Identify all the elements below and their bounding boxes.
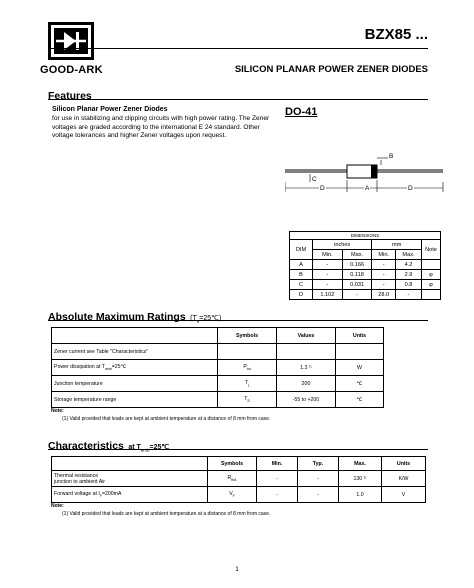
label-d-left: D <box>320 185 325 192</box>
characteristics-heading: Characteristics at $T_{amb}=25℃$ <box>48 436 428 450</box>
package-name: DO-41 <box>285 106 318 118</box>
company-name: GOOD-ARK <box>40 64 103 76</box>
table-row: Junction temperature $T_j$ 200 ℃ <box>52 376 384 392</box>
table-row: Power dissipation at $T_{amb}=25℃$ $P_{tot}$ 1.3 ¹⁾ W <box>52 360 384 376</box>
table-row: C - 0.031 - 0.8 φ <box>290 280 441 290</box>
dimensions-table: DIMENSIONS DIM inches mm Note Min. Max. Min. Max. A - 0.166 - 4.2 B - 0.118 - 2.9 φ C - 0.031 - 0.8 φ D 1.102 - 28.0 - <box>289 231 441 300</box>
table-row: Thermal resistance junction to ambient Air $R_{thA}$ - - 130 ¹⁾ K/W <box>52 471 426 487</box>
table-row: A - 0.166 - 4.2 <box>290 260 441 270</box>
document-subtitle: SILICON PLANAR POWER ZENER DIODES <box>234 64 428 75</box>
features-heading: Features <box>48 86 428 100</box>
label-d-right: D <box>408 185 413 192</box>
features-title: Silicon Planar Power Zener Diodes <box>52 106 168 113</box>
label-b: B <box>389 153 394 160</box>
abs-max-note-label: Note: <box>51 408 64 414</box>
company-logo <box>48 22 94 60</box>
features-body: for use in stabilizing and clipping circuits with high power rating. The Zener voltages are graded according to the international E 24 standard. Other voltage tolerances and higher Zener voltages upon request. <box>52 115 270 140</box>
characteristics-note: (1) Valid provided that leads are kept at ambient temperature at a distance of 8 mm from case. <box>62 511 271 517</box>
part-number: BZX85 ... <box>364 26 428 43</box>
table-row: D 1.102 - 28.0 - <box>290 290 441 300</box>
abs-max-note: (1) Valid provided that leads are kept at ambient temperature at a distance of 8 mm from case. <box>62 416 271 422</box>
package-drawing <box>285 150 445 200</box>
dimensions-caption: DIMENSIONS <box>290 232 441 240</box>
characteristics-table: Symbols Min. Typ. Max. Units Thermal resistance junction to ambient Air $R_{thA}$ - - 130 ¹⁾ K/W Forward voltage at $I_F=200mA$ $V_F$ - - 1.0 V <box>51 456 426 503</box>
label-a: A <box>365 185 370 192</box>
abs-max-table: Symbols Values Units Zener current see Table "Characteristics" Power dissipation at $T_{amb}=25℃$ $P_{tot}$ 1.3 ¹⁾ W Junction temperature $T_j$ 200 ℃ Storage temperature range $T_S$ -55 to +200 ℃ <box>51 327 384 408</box>
page-number: 1 <box>235 566 239 573</box>
header-divider <box>48 48 428 49</box>
characteristics-note-label: Note: <box>51 503 64 509</box>
table-row: B - 0.118 - 2.9 φ <box>290 270 441 280</box>
table-row: Storage temperature range $T_S$ -55 to +200 ℃ <box>52 392 384 408</box>
label-c: C <box>312 176 317 183</box>
table-row: Zener current see Table "Characteristics" <box>52 344 384 360</box>
table-row: Forward voltage at $I_F=200mA$ $V_F$ - - 1.0 V <box>52 487 426 503</box>
abs-max-heading: Absolute Maximum Ratings $(T_a=25℃)$ <box>48 307 428 321</box>
